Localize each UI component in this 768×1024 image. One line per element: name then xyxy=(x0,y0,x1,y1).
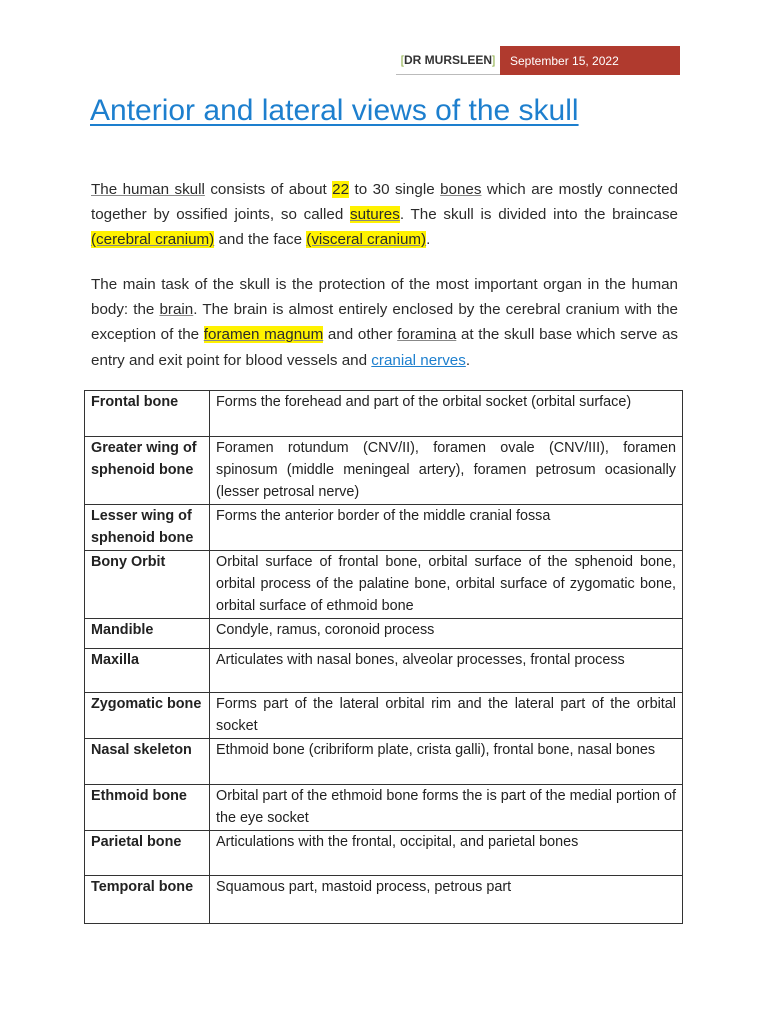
link-foramina[interactable]: foramina xyxy=(397,326,457,344)
function-paragraph xyxy=(91,272,678,373)
bone-description-cell: Forms part of the lateral orbital rim and the lateral part of the orbital socket xyxy=(210,692,683,738)
link-cranial-nerves[interactable]: cranial nerves xyxy=(371,351,466,369)
table-row xyxy=(85,830,683,875)
text-run: to 30 single xyxy=(349,181,441,198)
text-run: consists of about xyxy=(204,181,333,198)
table-row xyxy=(85,618,683,648)
bone-name-cell: Mandible xyxy=(85,618,210,648)
bone-name-cell: Parietal bone xyxy=(85,830,210,875)
bones-table xyxy=(84,390,683,924)
link-bones[interactable]: bones xyxy=(440,181,482,198)
bone-description-cell: Forms the anterior border of the middle cranial fossa xyxy=(210,505,683,551)
bone-description-cell: Articulations with the frontal, occipital, and parietal bones xyxy=(210,830,683,875)
link-brain[interactable]: brain xyxy=(159,301,194,319)
bone-description-cell: Ethmoid bone (cribriform plate, crista galli), frontal bone, nasal bones xyxy=(210,738,683,784)
author-label xyxy=(396,46,500,75)
text-run: and the face xyxy=(214,231,307,249)
text-run: . The skull is divided into the braincase xyxy=(399,206,678,224)
text-run: which are mostly connected together by ossified joints, so called xyxy=(91,181,678,224)
link-sutures[interactable]: sutures xyxy=(350,206,400,224)
text-run: . The brain is almost entirely enclosed by the cerebral cranium with the exception of the xyxy=(91,301,678,344)
highlight-22: 22 xyxy=(332,181,350,198)
author-name: DR MURSLEEN xyxy=(403,53,492,67)
bone-name-cell: Nasal skeleton xyxy=(85,738,210,784)
author-open-bracket: [ xyxy=(400,53,404,67)
bone-name-cell: Greater wing of sphenoid bone xyxy=(85,437,210,505)
table-row xyxy=(85,437,683,505)
table-row xyxy=(85,550,683,618)
text-run: and other xyxy=(323,326,398,344)
bone-description-cell: Foramen rotundum (CNV/II), foramen ovale (CNV/III), foramen spinosum (middle meningeal artery), foramen petrosum ocasionally (lesser petrosal nerve) xyxy=(210,437,683,505)
bone-name-cell: Temporal bone xyxy=(85,875,210,923)
bone-description-cell: Orbital surface of frontal bone, orbital surface of the sphenoid bone, orbital process of the palatine bone, orbital surface of zygomatic bone, orbital surface of ethmoid bone xyxy=(210,550,683,618)
link-visceral-cranium[interactable]: (visceral cranium) xyxy=(306,231,427,249)
bone-description-cell: Articulates with nasal bones, alveolar processes, frontal process xyxy=(210,648,683,692)
page-header xyxy=(396,46,680,75)
bone-name-cell: Bony Orbit xyxy=(85,550,210,618)
text-run: . xyxy=(465,351,471,369)
bone-description-cell: Forms the forehead and part of the orbital socket (orbital surface) xyxy=(210,391,683,437)
bone-description-cell: Squamous part, mastoid process, petrous part xyxy=(210,875,683,923)
date-badge: September 15, 2022 xyxy=(500,46,680,75)
link-foramen-magnum[interactable]: foramen magnum xyxy=(203,326,324,344)
link-human-skull[interactable]: The human skull xyxy=(91,181,205,198)
text-run: The main task of the skull is the protection of the most important organ in the human body: the xyxy=(91,276,678,319)
table-row xyxy=(85,692,683,738)
intro-paragraph xyxy=(91,177,678,253)
table-row xyxy=(85,875,683,923)
table-row xyxy=(85,391,683,437)
table-row xyxy=(85,505,683,551)
bone-description-cell: Condyle, ramus, coronoid process xyxy=(210,618,683,648)
bone-name-cell: Ethmoid bone xyxy=(85,784,210,830)
link-cerebral-cranium[interactable]: (cerebral cranium) xyxy=(91,231,215,249)
table-row xyxy=(85,738,683,784)
bone-name-cell: Zygomatic bone xyxy=(85,692,210,738)
text-run: at the skull base which serve as entry and exit point for blood vessels and xyxy=(91,326,678,369)
table-row xyxy=(85,648,683,692)
bone-name-cell: Lesser wing of sphenoid bone xyxy=(85,505,210,551)
bone-name-cell: Frontal bone xyxy=(85,391,210,437)
text-run: . xyxy=(426,231,431,249)
bone-name-cell: Maxilla xyxy=(85,648,210,692)
bone-description-cell: Orbital part of the ethmoid bone forms the is part of the medial portion of the eye socket xyxy=(210,784,683,830)
table-row xyxy=(85,784,683,830)
page-title: Anterior and lateral views of the skull xyxy=(90,94,579,127)
author-close-bracket: ] xyxy=(492,53,496,67)
